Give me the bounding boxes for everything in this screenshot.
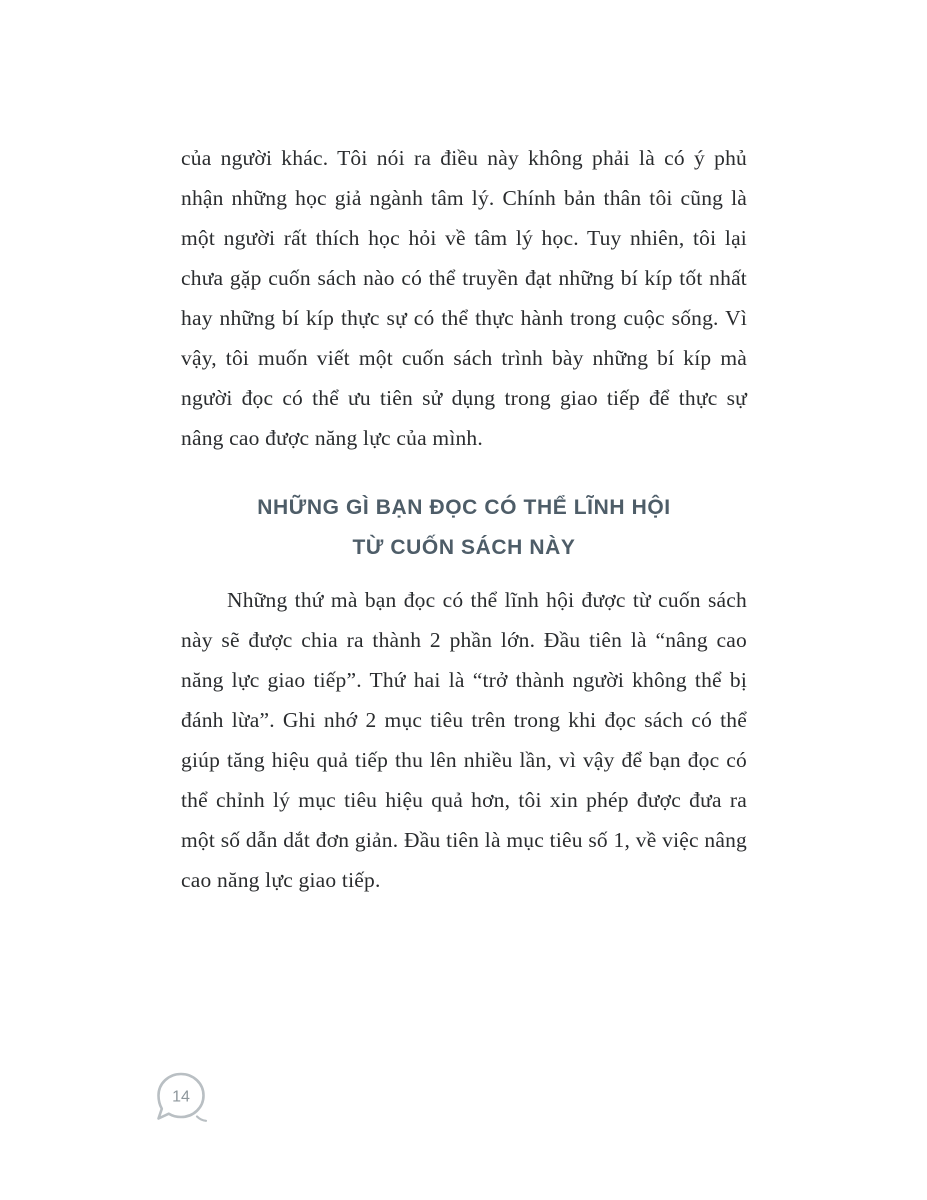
section-heading (181, 488, 747, 568)
page-footer (148, 1070, 212, 1128)
section-heading-line2: TỪ CUỐN SÁCH NÀY (352, 536, 576, 559)
speech-bubble-icon (148, 1070, 212, 1128)
page-content (181, 138, 747, 900)
paragraph-body: Những thứ mà bạn đọc có thể lĩnh hội được từ cuốn sách này sẽ được chia ra thành 2 phần lớn. Đầu tiên là “nâng cao năng lực giao tiếp”. Thứ hai là “trở thành người không thể bị đánh lừa”. Ghi nhớ 2 mục tiêu trên trong khi đọc sách có thể giúp tăng hiệu quả tiếp thu lên nhiều lần, vì vậy để bạn đọc có thể chỉnh lý mục tiêu hiệu quả hơn, tôi xin phép được đưa ra một số dẫn dắt đơn giản. Đầu tiên là mục tiêu số 1, về việc nâng cao năng lực giao tiếp. (181, 588, 747, 892)
page-number: 14 (172, 1088, 190, 1106)
paragraph-continuation: của người khác. Tôi nói ra điều này không phải là có ý phủ nhận những học giả ngành tâm lý. Chính bản thân tôi cũng là một người rất thích học hỏi về tâm lý học. Tuy nhiên, tôi lại chưa gặp cuốn sách nào có thể truyền đạt những bí kíp tốt nhất hay những bí kíp thực sự có thể thực hành trong cuộc sống. Vì vậy, tôi muốn viết một cuốn sách trình bày những bí kíp mà người đọc có thể ưu tiên sử dụng trong giao tiếp để thực sự nâng cao được năng lực của mình. (181, 146, 747, 450)
section-heading-line1: NHỮNG GÌ BẠN ĐỌC CÓ THỂ LĨNH HỘI (257, 496, 671, 519)
